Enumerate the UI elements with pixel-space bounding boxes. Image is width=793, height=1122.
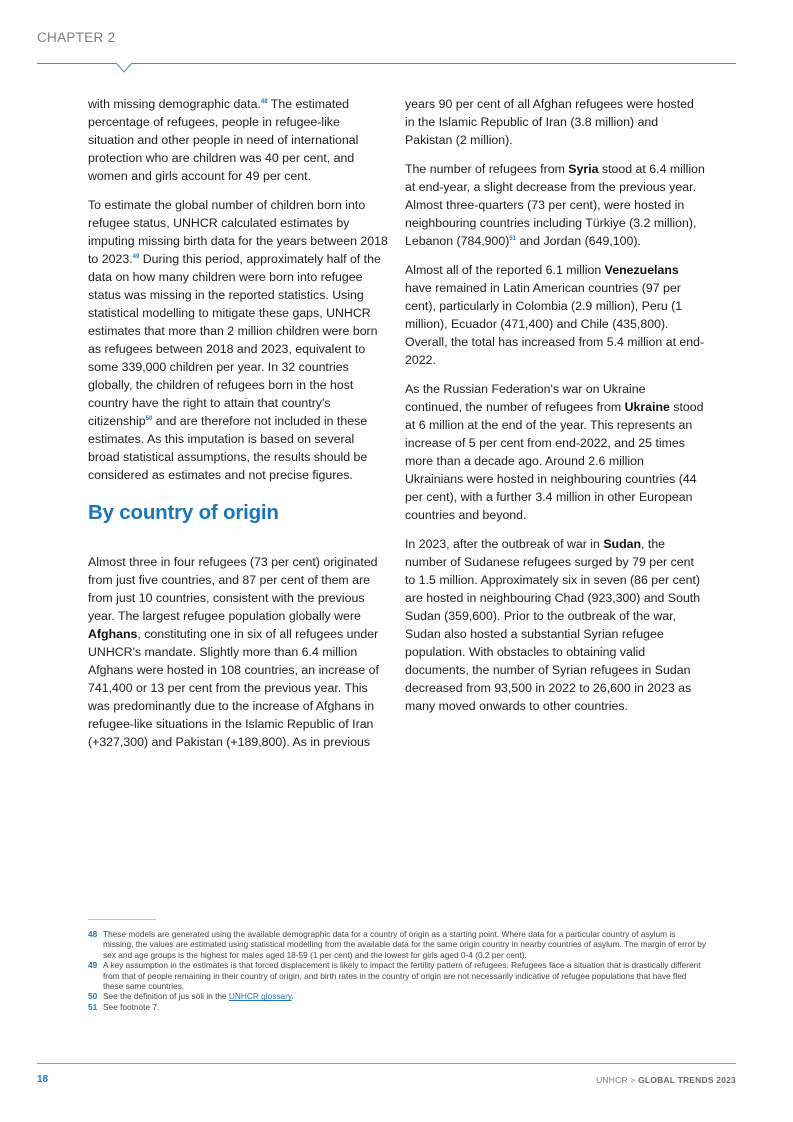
paragraph-ukraine: As the Russian Federation's war on Ukraine continued, the number of refugees from Ukraine stood at 6 million at the end of the year. This represents an increase of 5 per cent from end-2022, and 25 times more than a decade ago. Around 2.6 million Ukrainians were hosted in neighbouring countries (44 per cent), with a further 3.4 million in other European countries and beyond. bbox=[405, 382, 704, 522]
paragraph-demographic-data: with missing demographic data.$^{48}$ The estimated percentage of refugees, people in refugee-like situation and other people in need of international protection who are children was 40 per cent, and women and girls account for 49 per cent. bbox=[88, 97, 359, 183]
paragraph-syria: The number of refugees from Syria stood at 6.4 million at end-year, a slight decrease from the previous year. Almost three-quarters (73 per cent), were hosted in neighbouring countries including Türkiye (3.2 million), Lebanon (784,900)$^{51}$ and Jordan (649,100). bbox=[405, 162, 705, 248]
footnote-ref-50[interactable]: 50 bbox=[145, 416, 153, 422]
paragraph-sudan: In 2023, after the outbreak of war in Sudan, the number of Sudanese refugees surged by 79 per cent to 1.5 million. Approximately six in seven (86 per cent) are hosted in neighbouring Chad (923,300) and South Sudan (359,600). Prior to the outbreak of the war, Sudan also hosted a substantial Syrian refugee population. With obstacles to obtaining valid documents, the number of Syrian refugees in Sudan decreased from 93,500 in 2022 to 26,600 in 2023 as many moved onwards to other countries. bbox=[405, 537, 701, 713]
footnote-48 bbox=[88, 929, 708, 960]
footnotes bbox=[88, 929, 708, 1012]
paragraph-venezuelans: Almost all of the reported 6.1 million Venezuelans have remained in Latin American countries (97 per cent), particularly in Colombia (2.9 million), Peru (1 million), Ecuador (471,400) and Chile (435,800). Overall, the total has increased from 5.4 million at end-2022. bbox=[405, 263, 705, 367]
footnote-text: A key assumption in the estimates is that forced displacement is likely to impact the fertility pattern of refugees. Refugees face a situation that is drastically different from that of people remaining in their country of origin, and birth rates in the country of origin are not necessarily indicative of refugee populations that have fled these same countries. bbox=[103, 960, 701, 992]
footnote-ref-48[interactable]: 48 bbox=[260, 99, 268, 105]
paragraph-afghans: Almost three in four refugees (73 per cent) originated from just five countries, and 87 per cent of them are from just 10 countries, consistent with the previous year. The largest refugee population globally were Afghans, constituting one in six of all refugees under UNHCR's mandate. Slightly more than 6.4 million Afghans were hosted in 108 countries, an increase of 741,400 or 13 per cent from the previous year. This was predominantly due to the increase of Afghans in refugee-like situations in the Islamic Republic of Iran (+327,300) and Pakistan (+189,800). As in previous bbox=[88, 555, 379, 749]
footnote-number: 50 bbox=[88, 991, 98, 1002]
country-ukraine: Ukraine bbox=[624, 400, 670, 414]
unhcr-glossary-link[interactable]: UNHCR glossary bbox=[228, 991, 292, 1002]
footnote-ref-51[interactable]: 51 bbox=[509, 236, 517, 242]
section-heading: By country of origin bbox=[88, 501, 279, 524]
footnote-text: See the definition of jus soli in the UNHCR glossary. bbox=[103, 991, 294, 1002]
header-notch-icon bbox=[116, 63, 132, 73]
left-column bbox=[88, 95, 388, 762]
footnote-number: 48 bbox=[88, 929, 98, 939]
country-afghans: Afghans bbox=[88, 627, 138, 641]
publication-title: GLOBAL TRENDS 2023 bbox=[638, 1075, 736, 1085]
chapter-label: CHAPTER 2 bbox=[37, 30, 116, 45]
footnote-ref-49[interactable]: 49 bbox=[132, 254, 140, 260]
footnote-number: 49 bbox=[88, 960, 98, 971]
footnotes-divider bbox=[88, 919, 156, 920]
paragraph-children-born: To estimate the global number of children born into refugee status, UNHCR calculated estimates by imputing missing birth data for the years between 2018 to 2023.49 During this period, approximately half of the data on how many children were born into refugee status was missing in the reported statistics. Using statistical modelling to mitigate these gaps, UNHCR estimates that more than 2 million children were born as refugees between 2018 and 2023, equivalent to some 339,000 children per year. In 32 countries globally, the children of refugees born in the host country have the right to attain that country's citizenship$^{50}$ and are therefore not included in these estimates. As this imputation is based on several broad statistical assumptions, the results should be considered as estimates and not precise figures. bbox=[88, 198, 388, 482]
country-sudan: Sudan bbox=[603, 537, 642, 551]
country-syria: Syria bbox=[568, 162, 599, 176]
footnote-text: See footnote 7. bbox=[103, 1001, 160, 1012]
footnote-51 bbox=[88, 1002, 708, 1012]
footnote-number: 51 bbox=[88, 1001, 98, 1012]
footnote-text: These models are generated using the available demographic data for a country of origin as a starting point. Where data for a particular country of asylum is missing, the values are estimated using statistical modelling from the available data for the same origin country in nearby countries of asylum. The margin of error by sex and age groups is the highest for males aged 18-59 (1 per cent) and the lowest for girls aged 0-4 (0.2 per cent). bbox=[103, 929, 707, 960]
running-footer: UNHCR > GLOBAL TRENDS 2023 bbox=[596, 1075, 736, 1085]
page-number: 18 bbox=[37, 1074, 49, 1085]
footer-divider bbox=[37, 1063, 736, 1064]
footnote-49 bbox=[88, 960, 708, 991]
paragraph-afghans-continued: years 90 per cent of all Afghan refugees were hosted in the Islamic Republic of Iran (3.8 million) and Pakistan (2 million). bbox=[405, 97, 694, 147]
header-divider bbox=[37, 63, 736, 64]
right-column bbox=[405, 95, 705, 726]
country-venezuelans: Venezuelans bbox=[604, 263, 679, 277]
footnote-50 bbox=[88, 991, 708, 1001]
